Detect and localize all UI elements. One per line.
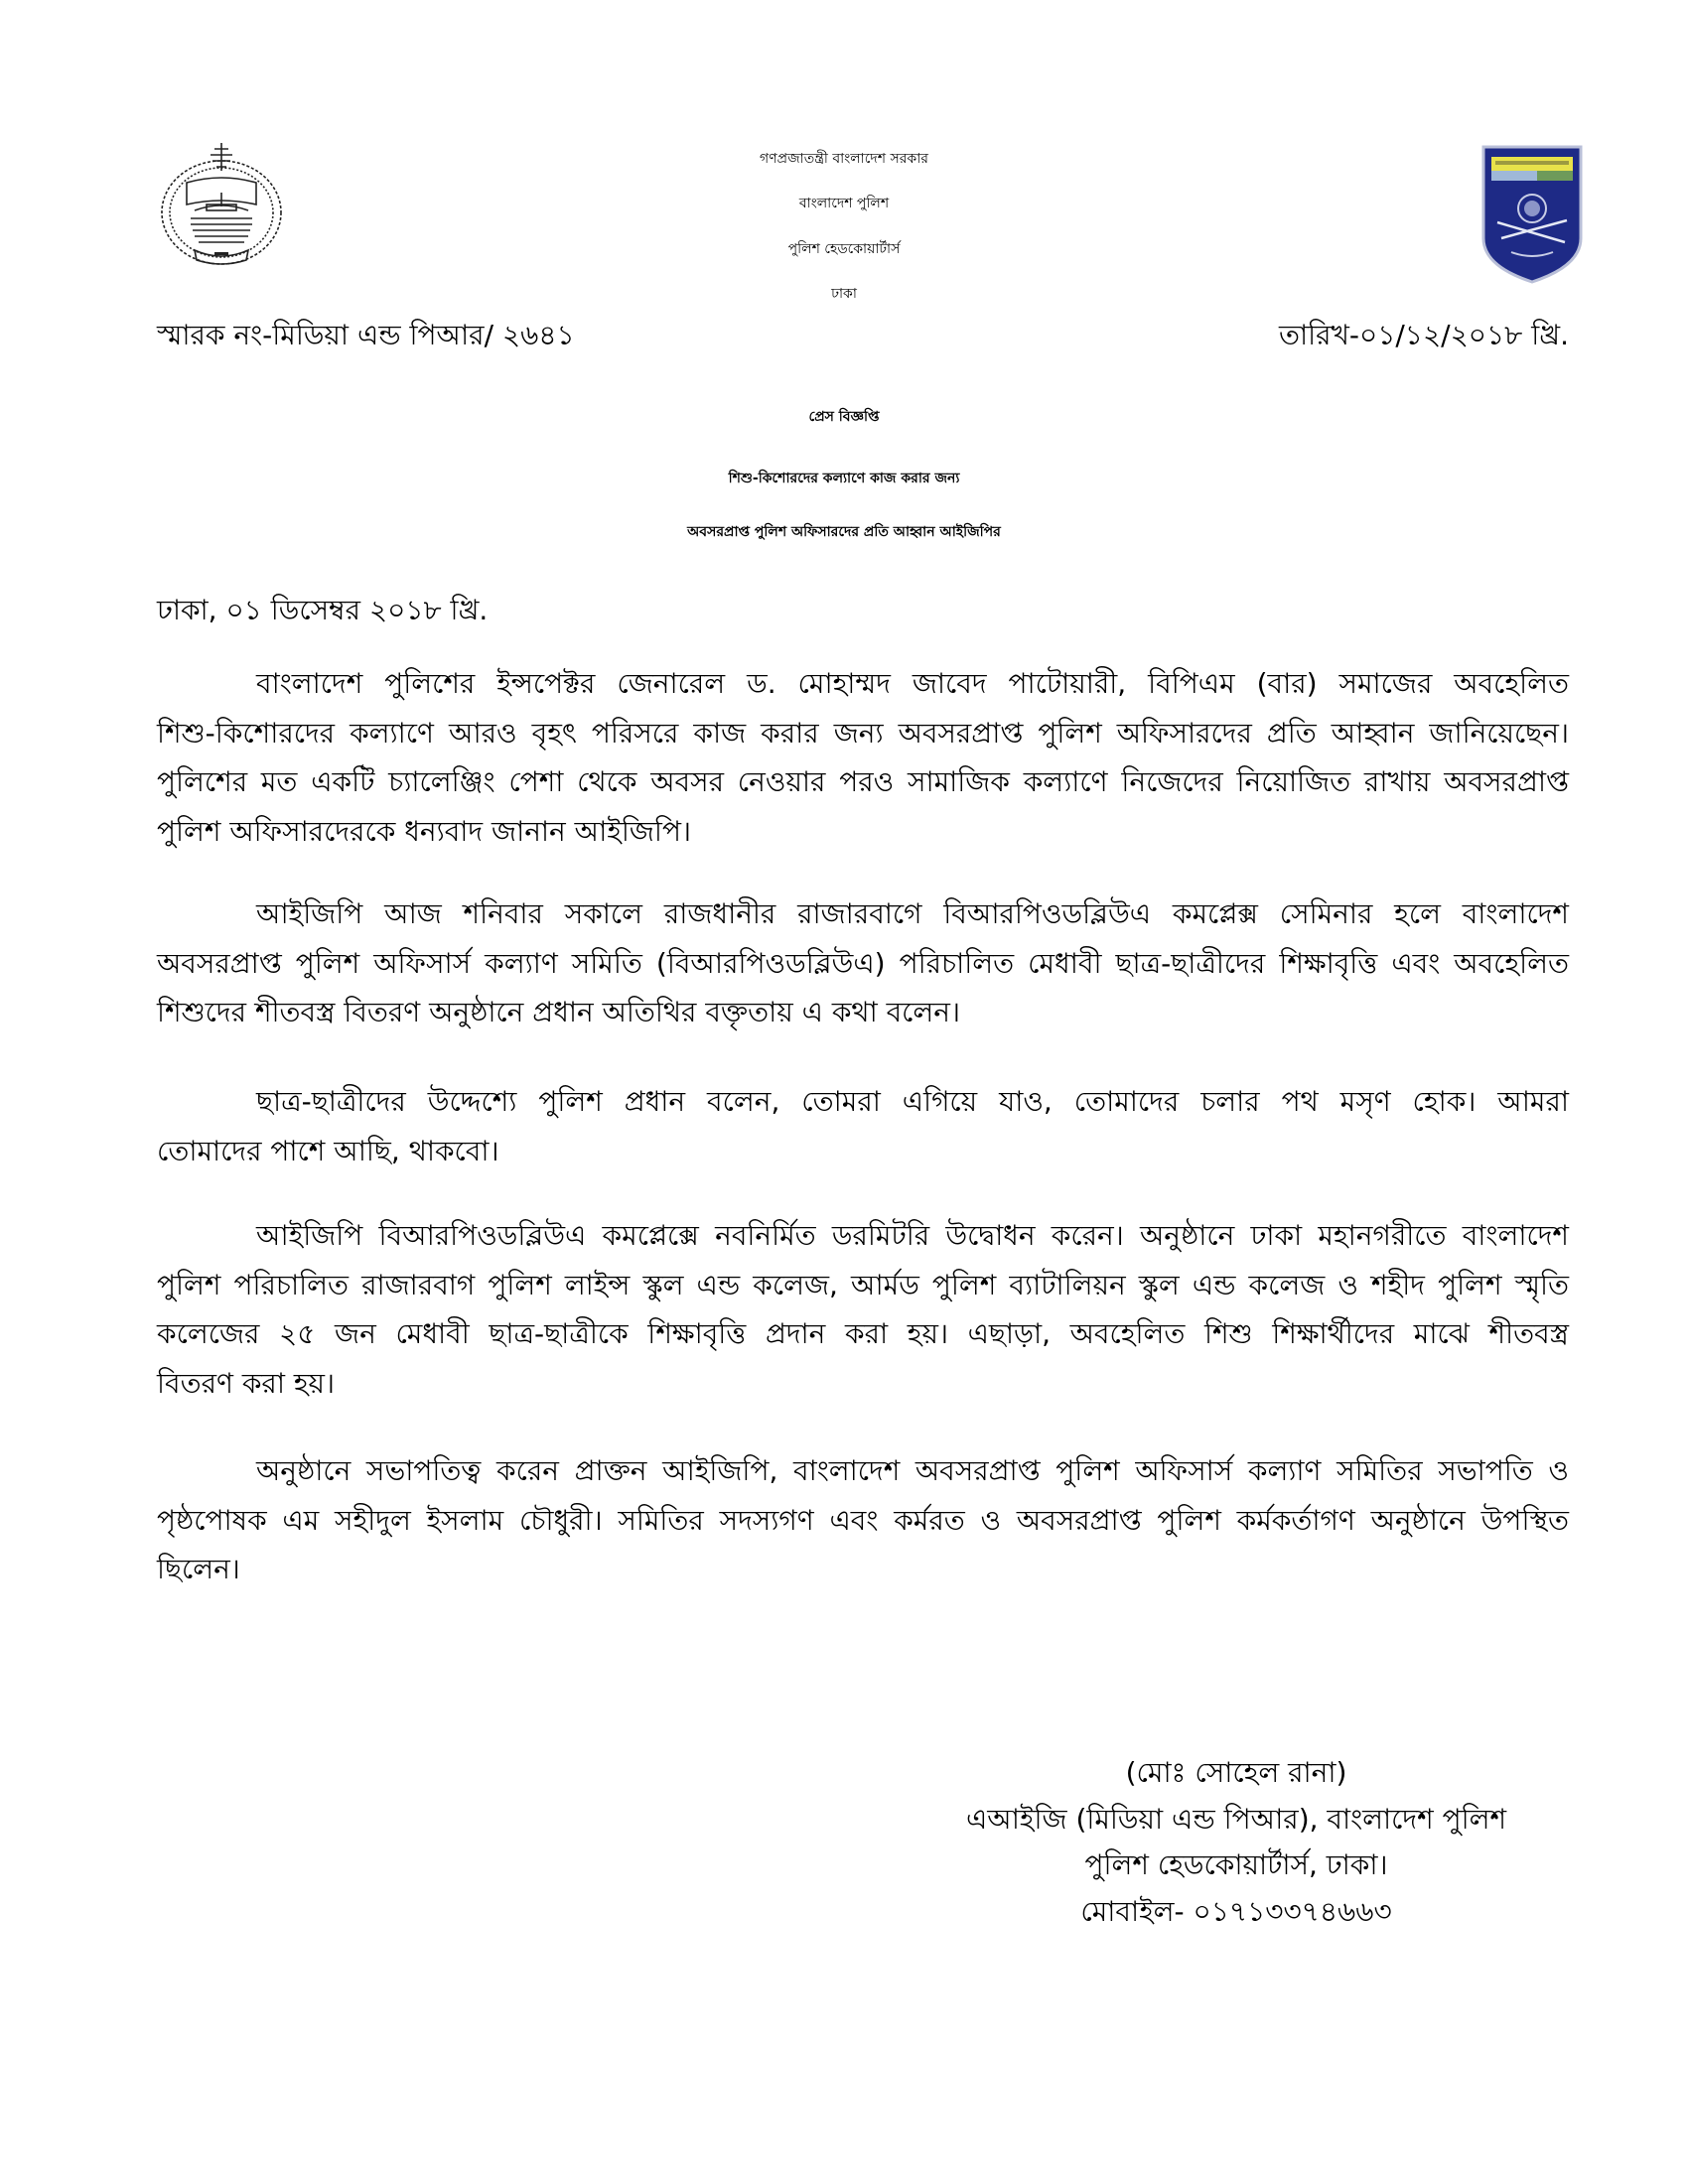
paragraph-line: পুলিশ অফিসারদেরকে ধন্যবাদ জানান আইজিপি।: [157, 814, 691, 848]
signatory-designation: এআইজি (মিডিয়া এন্ড পিআর), বাংলাদেশ পুলিশ: [965, 1802, 1507, 1836]
paragraph-line: অনুষ্ঠানে সভাপতিত্ব করেন প্রাক্তন আইজিপি, বাংলাদেশ অবসরপ্রাপ্ত পুলিশ অফিসার্স কল্যাণ সমিতির সভাপতি ও: [256, 1454, 1569, 1487]
paragraph-line: ছাত্র-ছাত্রীদের উদ্দেশ্যে পুলিশ প্রধান বলেন, তোমরা এগিয়ে যাও, তোমাদের চলার পথ মসৃণ হোক। আমরা: [256, 1085, 1569, 1118]
paragraph-line: শিশু-কিশোরদের কল্যাণে আরও বৃহৎ পরিসরে কাজ করার জন্য অবসরপ্রাপ্ত পুলিশ অফিসারদের প্রতি আহ্বান জানিয়েছেন।: [157, 716, 1569, 750]
paragraph-line: বাংলাদেশ পুলিশের ইন্সপেক্টর জেনারেল ড. মোহাম্মদ জাবেদ পাটোয়ারী, বিপিএম (বার) সমাজের অবহেলিত: [256, 667, 1569, 700]
paragraph-line: ছিলেন।: [157, 1553, 240, 1585]
paragraph-2: [157, 894, 1569, 1042]
paragraph-line: পুলিশের মত একটি চ্যালেঞ্জিং পেশা থেকে অবসর নেওয়ার পরও সামাজিক কল্যাণে নিজেদের নিয়োজিত রাখায় অবসরপ্রাপ্ত: [157, 765, 1569, 798]
paragraph-line: তোমাদের পাশে আছি, থাকবো।: [157, 1134, 499, 1167]
paragraph-4: [157, 1216, 1569, 1413]
signatory-name: (মোঃ সোহেল রানা): [1125, 1756, 1347, 1789]
paragraph-line: আইজিপি বিআরপিওডব্লিউএ কমপ্লেক্সে নবনির্মিত ডরমিটরি উদ্বোধন করেন। অনুষ্ঠানে ঢাকা মহানগরীতে বাংলাদেশ: [256, 1219, 1569, 1252]
paragraph-line: পৃষ্ঠপোষক এম সহীদুল ইসলাম চৌধুরী। সমিতির সদস্যগণ এবং কর্মরত ও অবসরপ্রাপ্ত পুলিশ কর্মকর্তাগণ অনুষ্ঠানে উপস্থিত: [157, 1503, 1569, 1537]
header-city: ঢাকা: [831, 286, 857, 302]
signatory-mobile: মোবাইল- ০১৭১৩৩৭৪৬৬৩: [1080, 1894, 1392, 1928]
headline-line-2: অবসরপ্রাপ্ত পুলিশ অফিসারদের প্রতি আহ্বান আইজিপির: [687, 524, 1001, 540]
press-release-label: প্রেস বিজ্ঞপ্তি: [808, 409, 880, 425]
paragraph-line: বিতরণ করা হয়।: [157, 1366, 336, 1400]
paragraph-line: পুলিশ পরিচালিত রাজারবাগ পুলিশ লাইন্স স্কুল এন্ড কলেজ, আর্মড পুলিশ ব্যাটালিয়ন স্কুল এন্ড কলেজ ও শহীদ পুলিশ স্মৃতি: [157, 1268, 1569, 1301]
dateline: ঢাকা, ০১ ডিসেম্বর ২০১৮ খ্রি.: [157, 594, 489, 626]
signatory-office: পুলিশ হেডকোয়ার্টার্স, ঢাকা।: [1084, 1848, 1388, 1881]
paragraph-5: [157, 1451, 1569, 1599]
paragraph-line: শিশুদের শীতবস্ত্র বিতরণ অনুষ্ঠানে প্রধান অতিথির বক্তৃতায় এ কথা বলেন।: [157, 996, 961, 1028]
header-police: বাংলাদেশ পুলিশ: [798, 196, 890, 211]
paragraph-line: অবসরপ্রাপ্ত পুলিশ অফিসার্স কল্যাণ সমিতি (বিআরপিওডব্লিউএ) পরিচালিত মেধাবী ছাত্র-ছাত্রীদের শিক্ষাবৃত্তি এবং অবহেলিত: [157, 946, 1569, 980]
memo-number: স্মারক নং-মিডিয়া এন্ড পিআর/ ২৬৪১: [157, 319, 575, 351]
memo-date: তারিখ-০১/১২/২০১৮ খ্রি.: [1278, 319, 1569, 351]
headline-line-1: শিশু-কিশোরদের কল্যাণে কাজ করার জন্য: [728, 471, 960, 486]
paragraph-1: [157, 664, 1569, 861]
signature-block: [933, 1750, 1539, 1935]
paragraph-line: আইজিপি আজ শনিবার সকালে রাজধানীর রাজারবাগে বিআরপিওডব্লিউএ কমপ্লেক্স সেমিনার হলে বাংলাদেশ: [256, 897, 1569, 930]
paragraph-line: কলেজের ২৫ জন মেধাবী ছাত্র-ছাত্রীকে শিক্ষাবৃত্তি প্রদান করা হয়। এছাড়া, অবহেলিত শিশু শিক্ষার্থীদের মাঝে শীতবস্ত্র: [157, 1317, 1569, 1350]
header-government: গণপ্রজাতন্ত্রী বাংলাদেশ সরকার: [760, 151, 928, 167]
paragraph-3: [157, 1082, 1569, 1180]
header-headquarters: পুলিশ হেডকোয়ার্টার্স: [787, 241, 901, 257]
